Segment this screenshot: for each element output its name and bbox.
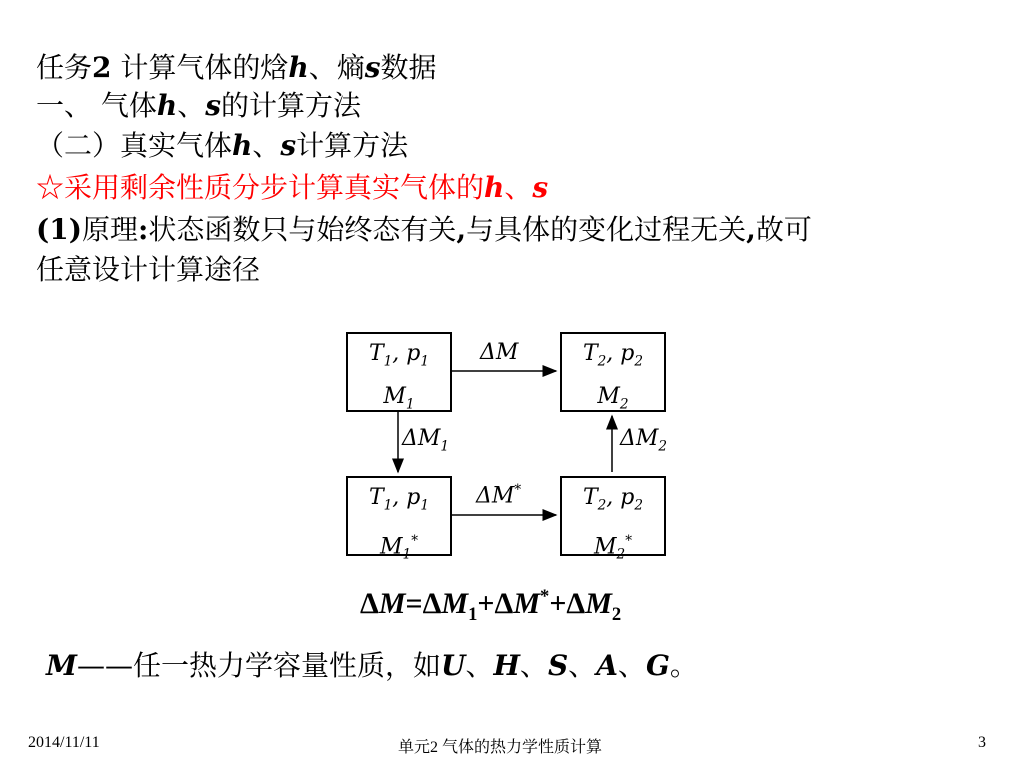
property-note: M——任一热力学容量性质，如U、H、S、A、G。	[46, 649, 698, 682]
title-line: 任务2 计算气体的焓h、熵s数据	[36, 51, 437, 84]
method-highlight: ☆采用剩余性质分步计算真实气体的h、s	[36, 171, 549, 204]
delta-m-formula: $\Delta M=\Delta M_1+\Delta M^*+\Delta M_2$	[360, 586, 622, 625]
label-delta-m-star: ΔM*	[476, 482, 522, 509]
state-box-initial: $T_1$, $p_1$ $M_1$	[346, 332, 452, 412]
label-delta-m: ΔM	[480, 340, 519, 365]
state-box-final: $T_2$, $p_2$ $M_2$	[560, 332, 666, 412]
footer-page-number: 3	[978, 734, 986, 751]
footer-title: 单元2 气体的热力学性质计算	[398, 739, 603, 756]
principle-line-cont: 任意设计计算途径	[36, 253, 261, 286]
footer-date: 2014/11/11	[28, 734, 100, 751]
section-heading: 一、 气体h、s的计算方法	[36, 89, 362, 122]
subsection-heading: （二）真实气体h、s计算方法	[36, 129, 409, 162]
principle-line: (1)原理:状态函数只与始终态有关,与具体的变化过程无关,故可	[36, 213, 812, 246]
state-box-final-ideal: $T_2$, $p_2$ $M_2^*$	[560, 476, 666, 556]
state-box-initial-ideal: $T_1$, $p_1$ $M_1^*$	[346, 476, 452, 556]
label-delta-m2: $\Delta M_2$	[620, 426, 668, 455]
label-delta-m1: $\Delta M_1$	[402, 426, 450, 455]
